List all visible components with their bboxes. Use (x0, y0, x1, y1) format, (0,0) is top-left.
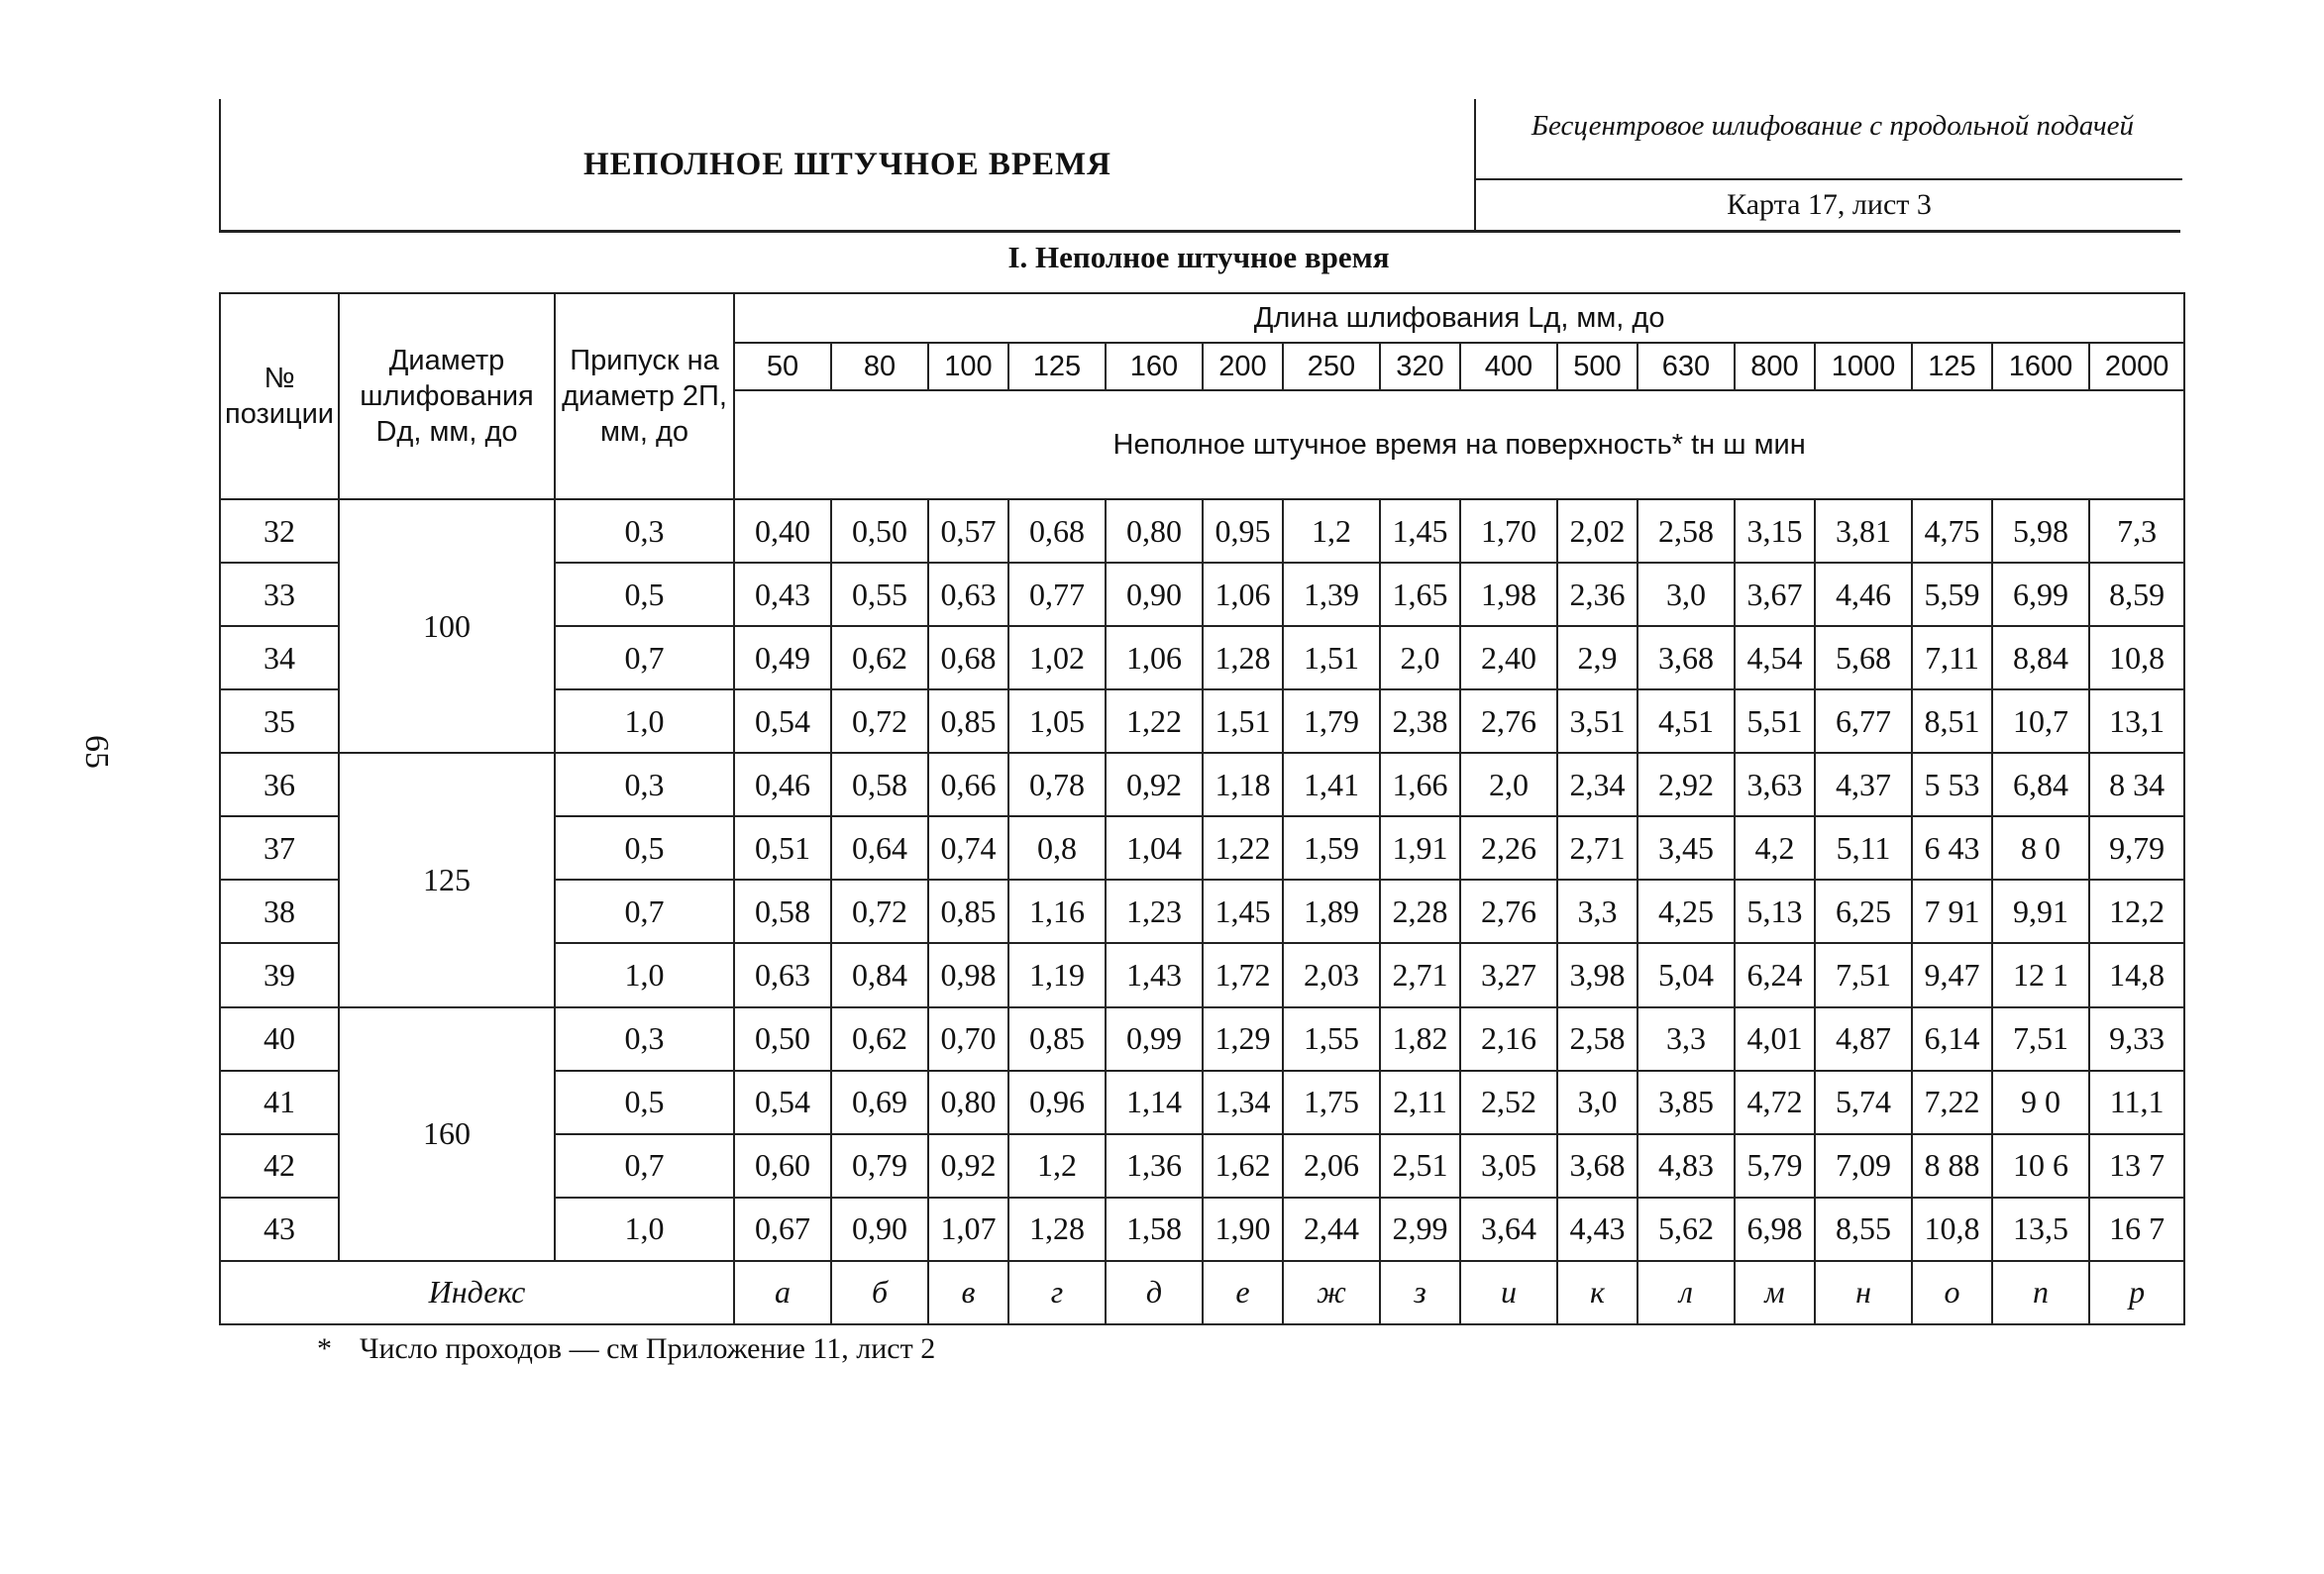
time-value-cell: 10,8 (2089, 626, 2184, 689)
time-value-cell: 5,79 (1735, 1134, 1815, 1198)
time-value-cell: 5,74 (1815, 1071, 1912, 1134)
time-value-cell: 6,24 (1735, 943, 1815, 1006)
time-value-cell: 5,59 (1912, 563, 1992, 626)
section-title: I. Неполное штучное время (1007, 240, 1390, 274)
time-value-cell: 8 88 (1912, 1134, 1992, 1198)
time-value-cell: 0,84 (831, 943, 928, 1006)
length-value: 200 (1203, 343, 1283, 390)
length-value: 320 (1380, 343, 1460, 390)
index-letter: е (1203, 1261, 1283, 1324)
position-cell: 33 (220, 563, 339, 626)
length-value: 160 (1106, 343, 1203, 390)
time-value-cell: 4,46 (1815, 563, 1912, 626)
time-value-cell: 1,04 (1106, 816, 1203, 880)
time-value-cell: 2,58 (1637, 499, 1735, 563)
time-value-cell: 8,55 (1815, 1198, 1912, 1261)
time-value-cell: 4,43 (1557, 1198, 1637, 1261)
time-value-cell: 2,34 (1557, 753, 1637, 816)
time-value-cell: 3,0 (1637, 563, 1735, 626)
time-value-cell: 0,95 (1203, 499, 1283, 563)
time-value-cell: 1,41 (1283, 753, 1380, 816)
time-value-cell: 2,06 (1283, 1134, 1380, 1198)
time-value-cell: 6,84 (1992, 753, 2089, 816)
allowance-cell: 1,0 (555, 943, 734, 1006)
time-value-cell: 0,92 (1106, 753, 1203, 816)
time-value-cell: 0,85 (928, 689, 1008, 753)
time-value-cell: 0,72 (831, 880, 928, 943)
time-value-cell: 3,85 (1637, 1071, 1735, 1134)
time-value-cell: 2,0 (1460, 753, 1557, 816)
time-value-cell: 1,36 (1106, 1134, 1203, 1198)
index-label: Индекс (220, 1261, 734, 1324)
allowance-cell: 0,5 (555, 816, 734, 880)
time-value-cell: 3,27 (1460, 943, 1557, 1006)
time-value-cell: 0,43 (734, 563, 831, 626)
index-letter: д (1106, 1261, 1203, 1324)
time-value-cell: 5,68 (1815, 626, 1912, 689)
time-value-cell: 2,92 (1637, 753, 1735, 816)
allowance-cell: 0,5 (555, 563, 734, 626)
time-value-cell: 1,34 (1203, 1071, 1283, 1134)
time-value-cell: 1,82 (1380, 1007, 1460, 1071)
index-letter: з (1380, 1261, 1460, 1324)
length-value: 100 (928, 343, 1008, 390)
allowance-cell: 1,0 (555, 1198, 734, 1261)
index-letter: а (734, 1261, 831, 1324)
time-value-cell: 0,50 (831, 499, 928, 563)
time-value-cell: 13,5 (1992, 1198, 2089, 1261)
position-cell: 34 (220, 626, 339, 689)
time-value-cell: 1,05 (1008, 689, 1106, 753)
position-cell: 36 (220, 753, 339, 816)
allowance-cell: 0,7 (555, 880, 734, 943)
time-value-cell: 0,96 (1008, 1071, 1106, 1134)
time-value-cell: 1,79 (1283, 689, 1380, 753)
time-value-cell: 1,02 (1008, 626, 1106, 689)
time-value-cell: 1,22 (1203, 816, 1283, 880)
time-value-cell: 1,16 (1008, 880, 1106, 943)
time-value-cell: 6,98 (1735, 1198, 1815, 1261)
position-cell: 32 (220, 499, 339, 563)
time-value-cell: 1,89 (1283, 880, 1380, 943)
time-value-cell: 6,14 (1912, 1007, 1992, 1071)
length-value: 1600 (1992, 343, 2089, 390)
time-value-cell: 9,91 (1992, 880, 2089, 943)
time-value-cell: 2,02 (1557, 499, 1637, 563)
time-value-cell: 5,11 (1815, 816, 1912, 880)
index-letter: г (1008, 1261, 1106, 1324)
time-value-cell: 2,58 (1557, 1007, 1637, 1071)
time-value-cell: 8,59 (2089, 563, 2184, 626)
time-value-cell: 0,50 (734, 1007, 831, 1071)
time-value-cell: 1,51 (1283, 626, 1380, 689)
time-value-cell: 9,33 (2089, 1007, 2184, 1071)
time-value-cell: 5 53 (1912, 753, 1992, 816)
time-value-cell: 0,8 (1008, 816, 1106, 880)
time-value-cell: 0,55 (831, 563, 928, 626)
time-value-cell: 9 0 (1992, 1071, 2089, 1134)
time-value-cell: 2,38 (1380, 689, 1460, 753)
time-value-cell: 2,9 (1557, 626, 1637, 689)
length-value: 250 (1283, 343, 1380, 390)
time-value-cell: 0,78 (1008, 753, 1106, 816)
time-value-cell: 8,51 (1912, 689, 1992, 753)
time-value-cell: 0,54 (734, 1071, 831, 1134)
footnote (317, 1332, 935, 1366)
length-value: 800 (1735, 343, 1815, 390)
time-value-cell: 0,64 (831, 816, 928, 880)
position-cell: 35 (220, 689, 339, 753)
time-value-cell: 6,25 (1815, 880, 1912, 943)
index-row (220, 1261, 2184, 1324)
time-value-cell: 2,76 (1460, 880, 1557, 943)
time-value-cell: 1,45 (1203, 880, 1283, 943)
time-value-cell: 0,77 (1008, 563, 1106, 626)
time-value-cell: 1,2 (1283, 499, 1380, 563)
time-value-cell: 8 34 (2089, 753, 2184, 816)
time-value-cell: 1,22 (1106, 689, 1203, 753)
time-value-cell: 0,85 (928, 880, 1008, 943)
time-value-cell: 0,92 (928, 1134, 1008, 1198)
time-value-cell: 3,3 (1637, 1007, 1735, 1071)
table-row (220, 1007, 2184, 1071)
allowance-cell: 0,3 (555, 499, 734, 563)
time-value-cell: 1,28 (1203, 626, 1283, 689)
time-value-cell: 2,52 (1460, 1071, 1557, 1134)
position-cell: 40 (220, 1007, 339, 1071)
time-value-cell: 0,67 (734, 1198, 831, 1261)
time-value-cell: 1,18 (1203, 753, 1283, 816)
time-value-cell: 9,79 (2089, 816, 2184, 880)
time-value-cell: 0,51 (734, 816, 831, 880)
time-value-cell: 3,51 (1557, 689, 1637, 753)
time-value-cell: 5,04 (1637, 943, 1735, 1006)
table-row (220, 499, 2184, 563)
header-right-block (1474, 99, 2182, 230)
time-value-cell: 4,83 (1637, 1134, 1735, 1198)
time-value-cell: 1,58 (1106, 1198, 1203, 1261)
header-subtitle: Бесцентровое шлифование с продольной подачей (1531, 110, 2135, 142)
time-value-cell: 3,98 (1557, 943, 1637, 1006)
length-value: 125 (1008, 343, 1106, 390)
diameter-cell: 100 (339, 499, 555, 753)
time-value-cell: 0,62 (831, 1007, 928, 1071)
length-value: 400 (1460, 343, 1557, 390)
time-header: Неполное штучное время на поверхность* tн ш мин (734, 390, 2184, 499)
time-value-cell: 6,77 (1815, 689, 1912, 753)
time-value-cell: 0,69 (831, 1071, 928, 1134)
time-value-cell: 2,16 (1460, 1007, 1557, 1071)
time-value-cell: 6 43 (1912, 816, 1992, 880)
time-value-cell: 0,62 (831, 626, 928, 689)
time-value-cell: 10,8 (1912, 1198, 1992, 1261)
index-letter: и (1460, 1261, 1557, 1324)
length-value: 50 (734, 343, 831, 390)
position-cell: 39 (220, 943, 339, 1006)
position-cell: 37 (220, 816, 339, 880)
index-letter: р (2089, 1261, 2184, 1324)
time-value-cell: 0,49 (734, 626, 831, 689)
time-value-cell: 1,43 (1106, 943, 1203, 1006)
time-value-cell: 4,72 (1735, 1071, 1815, 1134)
time-value-cell: 2,44 (1283, 1198, 1380, 1261)
time-value-cell: 8 0 (1992, 816, 2089, 880)
time-value-cell: 7,51 (1992, 1007, 2089, 1071)
diameter-cell: 125 (339, 753, 555, 1006)
time-value-cell: 0,79 (831, 1134, 928, 1198)
footnote-bullet: * (317, 1332, 332, 1365)
time-value-cell: 0,40 (734, 499, 831, 563)
diameter-cell: 160 (339, 1007, 555, 1261)
time-value-cell: 5,51 (1735, 689, 1815, 753)
time-value-cell: 3,68 (1557, 1134, 1637, 1198)
time-value-cell: 8,84 (1992, 626, 2089, 689)
time-value-cell: 0,68 (1008, 499, 1106, 563)
index-letter: п (1992, 1261, 2089, 1324)
time-value-cell: 1,98 (1460, 563, 1557, 626)
time-value-cell: 0,63 (734, 943, 831, 1006)
time-value-cell: 7,11 (1912, 626, 1992, 689)
length-value: 125 (1912, 343, 1992, 390)
index-letter: к (1557, 1261, 1637, 1324)
allowance-cell: 0,3 (555, 753, 734, 816)
time-value-cell: 1,29 (1203, 1007, 1283, 1071)
time-value-cell: 0,98 (928, 943, 1008, 1006)
time-value-cell: 4,25 (1637, 880, 1735, 943)
time-value-cell: 3,0 (1557, 1071, 1637, 1134)
time-value-cell: 0,80 (1106, 499, 1203, 563)
allowance-cell: 1,0 (555, 689, 734, 753)
time-value-cell: 12,2 (2089, 880, 2184, 943)
index-letter: б (831, 1261, 928, 1324)
time-value-cell: 3,63 (1735, 753, 1815, 816)
time-value-cell: 1,14 (1106, 1071, 1203, 1134)
time-value-cell: 0,85 (1008, 1007, 1106, 1071)
time-value-cell: 0,90 (1106, 563, 1203, 626)
time-value-cell: 7,3 (2089, 499, 2184, 563)
time-value-cell: 13,1 (2089, 689, 2184, 753)
time-value-cell: 2,28 (1380, 880, 1460, 943)
time-value-cell: 4,75 (1912, 499, 1992, 563)
time-value-cell: 4,87 (1815, 1007, 1912, 1071)
time-value-cell: 3,15 (1735, 499, 1815, 563)
card-sheet-label: Карта 17, лист 3 (1476, 178, 2182, 232)
time-value-cell: 1,07 (928, 1198, 1008, 1261)
time-value-cell: 1,91 (1380, 816, 1460, 880)
time-value-cell: 2,76 (1460, 689, 1557, 753)
time-value-cell: 5,98 (1992, 499, 2089, 563)
time-value-cell: 1,19 (1008, 943, 1106, 1006)
header-title: НЕПОЛНОЕ ШТУЧНОЕ ВРЕМЯ (582, 146, 1111, 182)
time-value-cell: 2,0 (1380, 626, 1460, 689)
time-value-cell: 0,58 (831, 753, 928, 816)
time-value-cell: 2,26 (1460, 816, 1557, 880)
time-value-cell: 1,75 (1283, 1071, 1380, 1134)
time-value-cell: 2,99 (1380, 1198, 1460, 1261)
time-value-cell: 4,37 (1815, 753, 1912, 816)
index-letter: л (1637, 1261, 1735, 1324)
time-value-cell: 7,22 (1912, 1071, 1992, 1134)
time-value-cell: 1,23 (1106, 880, 1203, 943)
length-value: 2000 (2089, 343, 2184, 390)
table-row (220, 753, 2184, 816)
time-value-cell: 6,99 (1992, 563, 2089, 626)
time-value-cell: 0,99 (1106, 1007, 1203, 1071)
time-value-cell: 2,36 (1557, 563, 1637, 626)
time-value-cell: 3,67 (1735, 563, 1815, 626)
header-row (220, 293, 2184, 343)
position-cell: 41 (220, 1071, 339, 1134)
time-value-cell: 3,81 (1815, 499, 1912, 563)
time-value-cell: 1,62 (1203, 1134, 1283, 1198)
time-value-cell: 0,70 (928, 1007, 1008, 1071)
time-value-cell: 0,80 (928, 1071, 1008, 1134)
header-block (219, 99, 2180, 233)
time-value-cell: 0,54 (734, 689, 831, 753)
time-value-cell: 1,72 (1203, 943, 1283, 1006)
index-letter: н (1815, 1261, 1912, 1324)
allowance-cell: 0,7 (555, 1134, 734, 1198)
time-value-cell: 5,62 (1637, 1198, 1735, 1261)
time-value-cell: 14,8 (2089, 943, 2184, 1006)
time-value-cell: 0,66 (928, 753, 1008, 816)
time-value-cell: 11,1 (2089, 1071, 2184, 1134)
time-value-cell: 0,72 (831, 689, 928, 753)
position-cell: 43 (220, 1198, 339, 1261)
time-value-cell: 3,3 (1557, 880, 1637, 943)
time-value-cell: 9,47 (1912, 943, 1992, 1006)
index-letter: в (928, 1261, 1008, 1324)
time-value-cell: 2,71 (1557, 816, 1637, 880)
col-header-diameter: Диаметр шлифования Dд, мм, до (339, 293, 555, 499)
time-value-cell: 12 1 (1992, 943, 2089, 1006)
allowance-cell: 0,5 (555, 1071, 734, 1134)
position-cell: 42 (220, 1134, 339, 1198)
time-value-cell: 7,51 (1815, 943, 1912, 1006)
time-value-cell: 3,64 (1460, 1198, 1557, 1261)
length-value: 80 (831, 343, 928, 390)
time-value-cell: 1,55 (1283, 1007, 1380, 1071)
time-value-cell: 1,06 (1203, 563, 1283, 626)
time-value-cell: 4,2 (1735, 816, 1815, 880)
time-value-cell: 1,39 (1283, 563, 1380, 626)
col-header-position: № позиции (220, 293, 339, 499)
time-value-cell: 1,65 (1380, 563, 1460, 626)
time-value-cell: 1,51 (1203, 689, 1283, 753)
time-value-cell: 10,7 (1992, 689, 2089, 753)
time-value-cell: 10 6 (1992, 1134, 2089, 1198)
time-value-cell: 0,68 (928, 626, 1008, 689)
time-value-cell: 4,01 (1735, 1007, 1815, 1071)
time-value-cell: 0,46 (734, 753, 831, 816)
length-value: 630 (1637, 343, 1735, 390)
time-value-cell: 2,40 (1460, 626, 1557, 689)
time-value-cell: 0,63 (928, 563, 1008, 626)
time-value-cell: 0,58 (734, 880, 831, 943)
time-value-cell: 0,74 (928, 816, 1008, 880)
time-value-cell: 13 7 (2089, 1134, 2184, 1198)
time-value-cell: 2,71 (1380, 943, 1460, 1006)
index-letter: о (1912, 1261, 1992, 1324)
time-value-cell: 0,90 (831, 1198, 928, 1261)
time-value-cell: 1,66 (1380, 753, 1460, 816)
time-value-cell: 3,45 (1637, 816, 1735, 880)
time-value-cell: 1,28 (1008, 1198, 1106, 1261)
time-value-cell: 3,05 (1460, 1134, 1557, 1198)
col-header-length: Длина шлифования Lд, мм, до (734, 293, 2184, 343)
time-value-cell: 5,13 (1735, 880, 1815, 943)
footnote-text: Число проходов — см Приложение 11, лист 2 (360, 1332, 936, 1365)
col-header-allowance: Припуск на диаметр 2П, мм, до (555, 293, 734, 499)
time-value-cell: 2,03 (1283, 943, 1380, 1006)
length-value: 500 (1557, 343, 1637, 390)
time-value-cell: 4,51 (1637, 689, 1735, 753)
time-value-cell: 0,60 (734, 1134, 831, 1198)
time-value-cell: 1,70 (1460, 499, 1557, 563)
time-value-cell: 1,06 (1106, 626, 1203, 689)
allowance-cell: 0,3 (555, 1007, 734, 1071)
time-value-cell: 3,68 (1637, 626, 1735, 689)
allowance-cell: 0,7 (555, 626, 734, 689)
time-value-cell: 1,2 (1008, 1134, 1106, 1198)
time-value-cell: 0,57 (928, 499, 1008, 563)
time-value-cell: 2,11 (1380, 1071, 1460, 1134)
page-number: 65 (78, 735, 115, 769)
time-value-cell: 1,90 (1203, 1198, 1283, 1261)
index-letter: ж (1283, 1261, 1380, 1324)
time-value-cell: 7,09 (1815, 1134, 1912, 1198)
index-letter: м (1735, 1261, 1815, 1324)
time-value-cell: 1,45 (1380, 499, 1460, 563)
time-value-cell: 1,59 (1283, 816, 1380, 880)
time-value-cell: 4,54 (1735, 626, 1815, 689)
grinding-time-table (219, 292, 2185, 1325)
position-cell: 38 (220, 880, 339, 943)
time-value-cell: 2,51 (1380, 1134, 1460, 1198)
length-value: 1000 (1815, 343, 1912, 390)
time-value-cell: 7 91 (1912, 880, 1992, 943)
time-value-cell: 16 7 (2089, 1198, 2184, 1261)
